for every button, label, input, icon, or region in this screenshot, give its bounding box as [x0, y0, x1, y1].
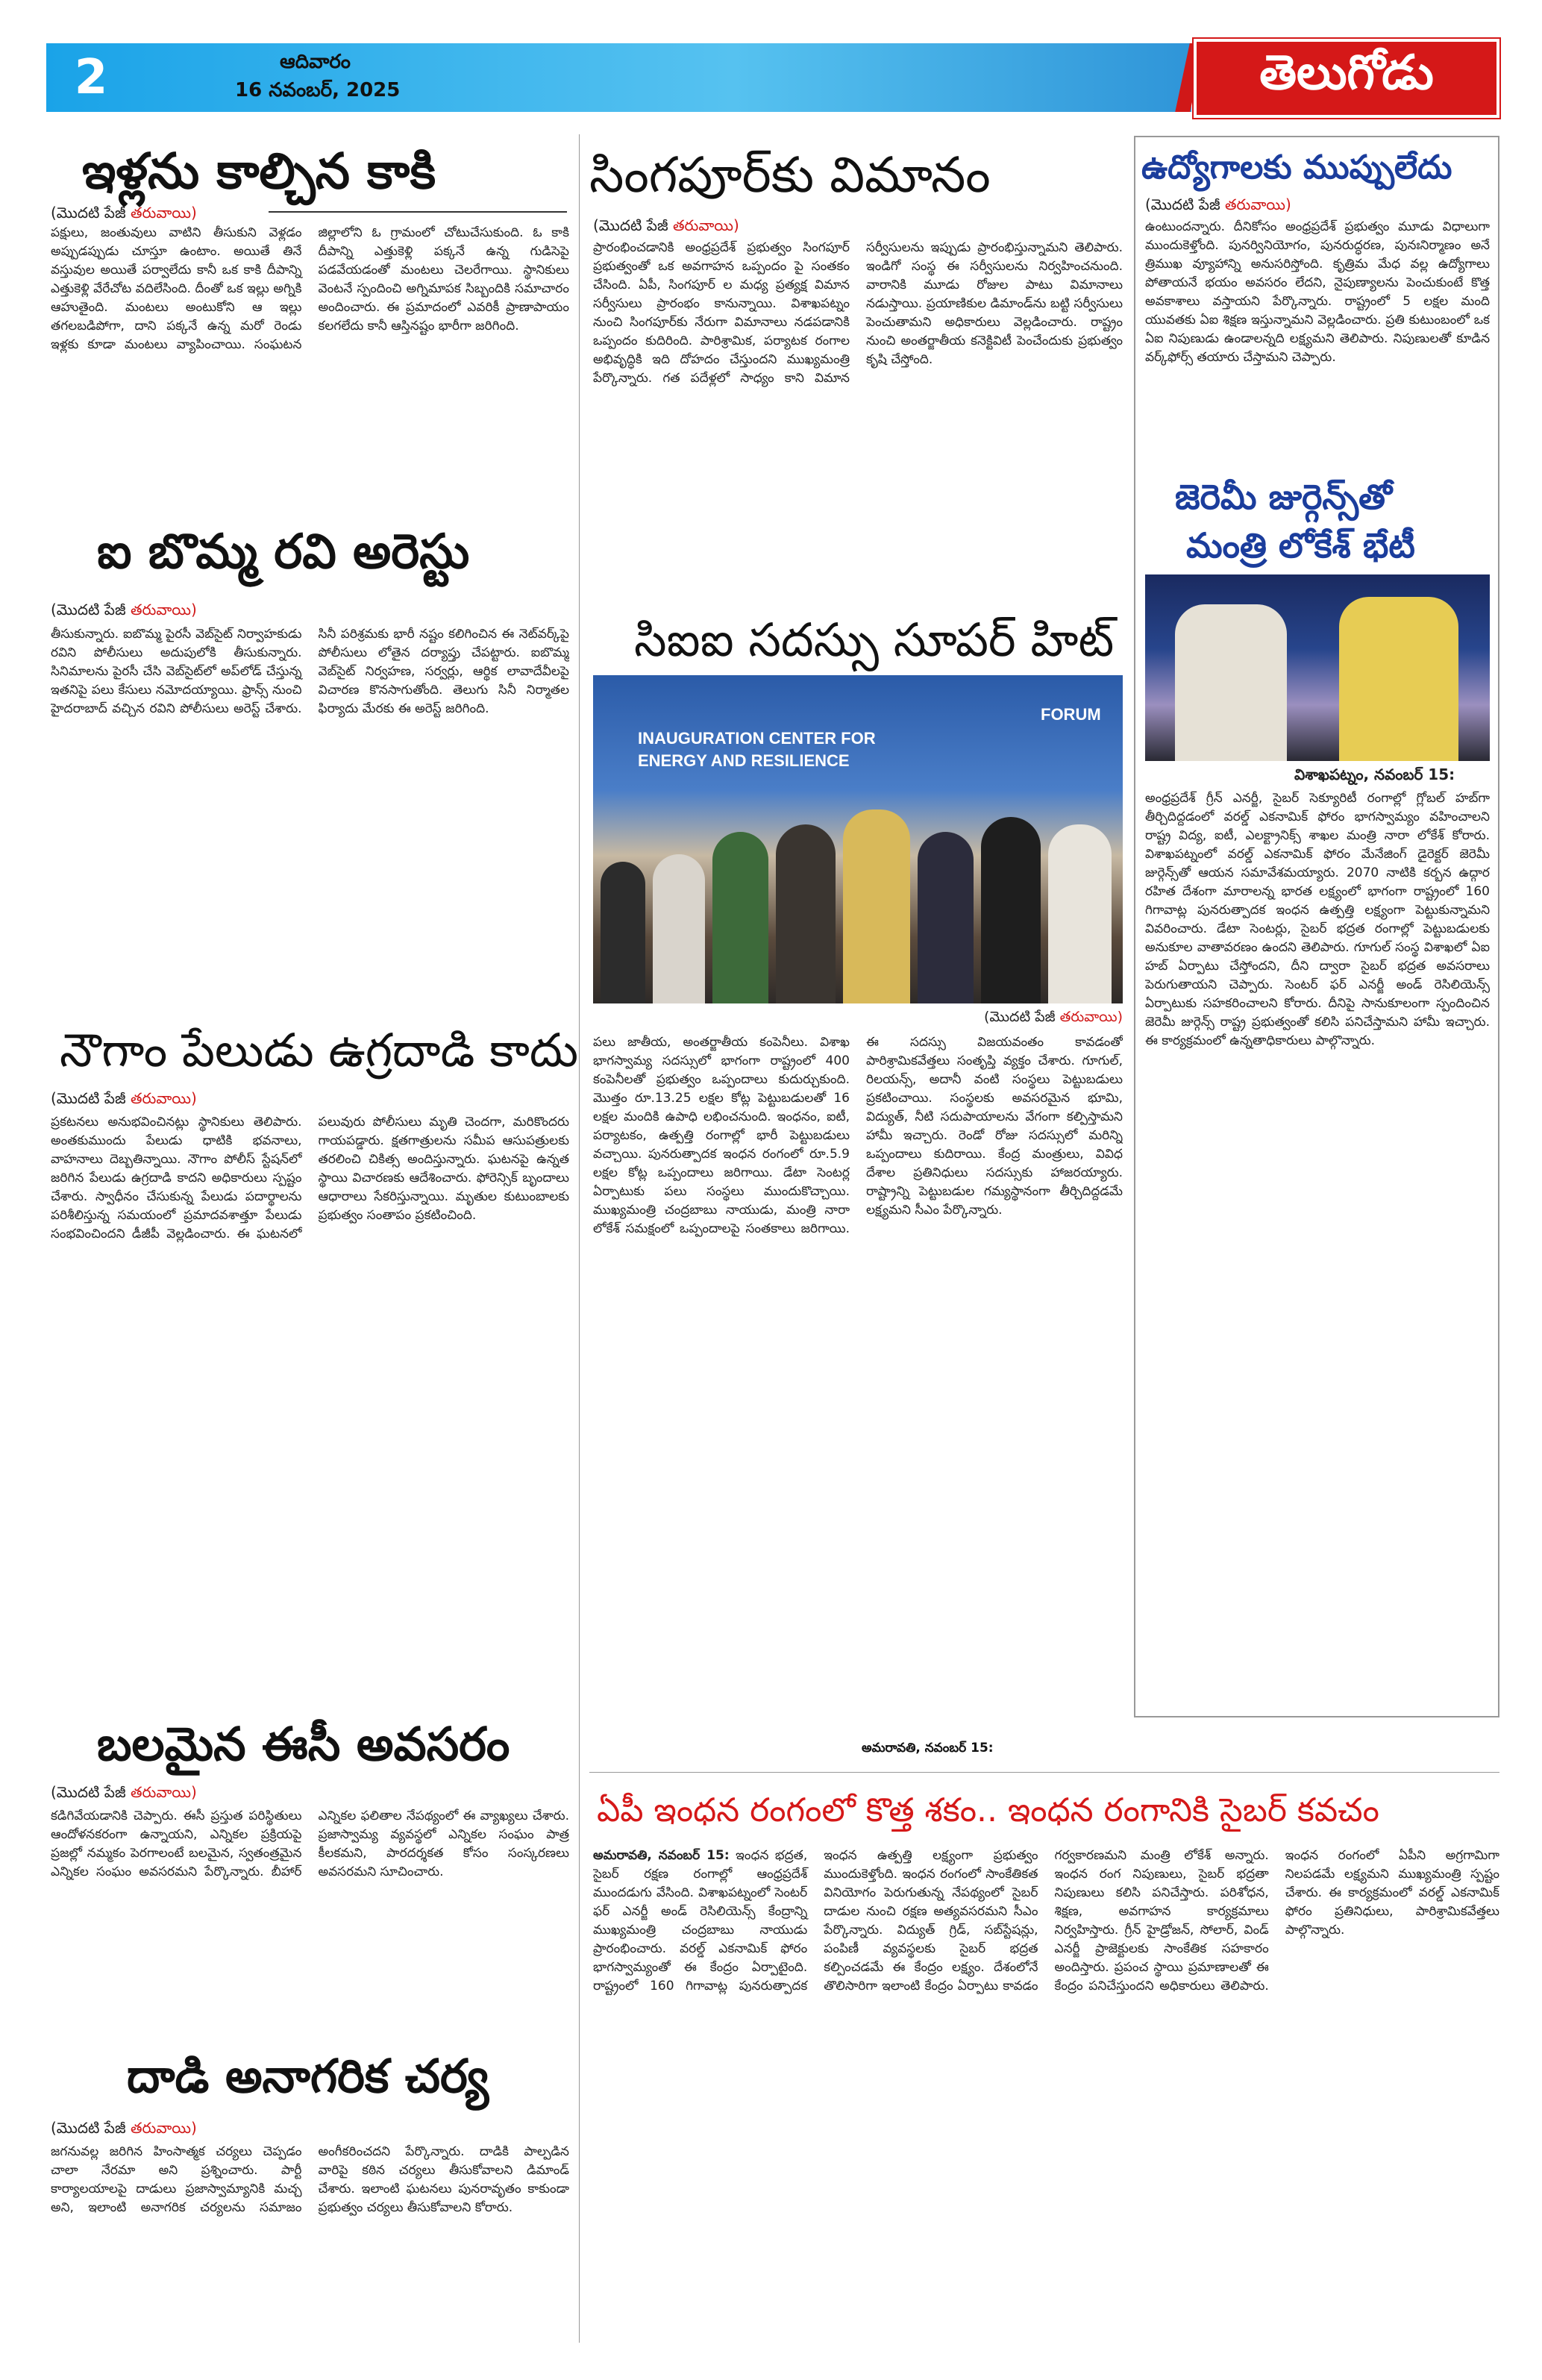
energy-headline: ఏపీ ఇంధన రంగంలో కొత్త శకం.. ఇంధన రంగానికి సైబర్ కవచం [597, 1791, 1379, 1829]
udyogalu-credit-prefix: (మొదటి పేజీ [1145, 195, 1220, 213]
ibomma-credit [51, 601, 197, 622]
cii-dateline: అమరావతి, నవంబర్ 15: [862, 1741, 994, 1756]
energy-top-rule [589, 1772, 1499, 1773]
singapore-body: ప్రారంభించడానికి అంధ్రప్రదేశ్ ప్రభుత్వం సింగపూర్ ప్రభుత్వంతో ఒక అవగాహన ఒప్పందం పై సంతకం చేసింది. ఏపీ, సింగపూర్ ల మధ్య ప్రత్యక్ష విమాన సర్వీసులు ప్రారంభం కానున్నాయి. విశాఖపట్నం నుంచి సింగపూర్‌కు నేరుగా విమానాలు నడపడానికి ఒప్పందం కుదిరింది. పారిశ్రామిక, పర్యాటక రంగాల అభివృద్ధికి ఇది దోహదం చేస్తుందని ముఖ్యమంత్రి పేర్కొన్నారు. గత పదేళ్లలో సాధ్యం కాని విమాన సర్వీసులను ఇప్పుడు ప్రారంభిస్తున్నామని తెలిపారు. ఇండిగో సంస్థ ఈ సర్వీసులను నిర్వహించనుంది. వారానికి మూడు రోజుల పాటు విమానాలు నడుస్తాయి. ప్రయాణికుల డిమాండ్‌ను బట్టి సర్వీసులు పెంచుతామని అధికారులు వెల్లడించారు. రాష్ట్రం నుంచి అంతర్జాతీయ కనెక్టివిటీ పెంచేందుకు ప్రభుత్వం కృషి చేస్తోంది. [593, 240, 1123, 386]
nogam-credit [51, 1089, 197, 1111]
ibomma-credit-prefix: (మొదటి పేజీ [51, 601, 126, 619]
photo-person [918, 832, 974, 1003]
singapore-headline: సింగపూర్‌కు విమానం [589, 146, 991, 204]
illanu-credit-prefix: (మొదటి పేజీ [51, 204, 126, 222]
masthead-band [46, 43, 1191, 112]
jeremy-photo [1145, 574, 1490, 761]
daadi-credit [51, 2119, 197, 2141]
illanu-rule [269, 211, 567, 213]
column-separator-1 [579, 134, 580, 2343]
cii-caption-prefix: (మొదటి పేజీ [983, 1009, 1056, 1025]
photo-person [712, 832, 768, 1003]
udyogalu-body: ఉంటుందన్నారు. దీనికోసం అంధ్రప్రదేశ్ ప్రభుత్వం మూడు విధాలుగా ముందుకెళ్తోంది. పునర్వినియోగం, పునరుద్ధరణ, పునఃనిర్మాణం అనే త్రిముఖ వ్యూహాన్ని అనుసరిస్తోంది. కృత్రిమ మేధ వల్ల ఉద్యోగాలు పోతాయనే భయం అవసరం లేదని, నైపుణ్యాలను పెంచుకుంటే కొత్త అవకాశాలు వస్తాయని పేర్కొన్నారు. రాష్ట్రంలో 5 లక్షల మంది యువతకు ఏఐ శిక్షణ ఇస్తున్నామని వెల్లడించారు. ప్రతి కుటుంబంలో ఒక ఏఐ నిపుణుడు ఉండాలన్నది లక్ష్యమని తెలిపారు. నిపుణులతో కూడిన వర్క్‌ఫోర్స్ తయారు చేస్తామని చెప్పారు. [1145, 219, 1490, 365]
udyogalu-credit [1145, 195, 1291, 217]
illanu-credit-source: తరువాయి) [131, 204, 197, 222]
energy-body [593, 1847, 1499, 2354]
photo-person [843, 809, 910, 1003]
nogam-headline: నౌగాం పేలుడు ఉగ్రదాడి కాదు [60, 1023, 579, 1077]
daadi-credit-source: తరువాయి) [131, 2119, 197, 2137]
daadi-body: జగనువల్ల జరిగిన హింసాత్మక చర్యలు చెప్పడం చాలా నేరమా అని ప్రశ్నించారు. పార్టీ కార్యాలయాలపై దాడులు ప్రజాస్వామ్యానికి మచ్చ అని, ఇలాంటి అనాగరిక చర్యలను సమాజం అంగీకరించదని పేర్కొన్నారు. దాడికి పాల్పడిన వారిపై కఠిన చర్యలు తీసుకోవాలని డిమాండ్ చేశారు. ఇలాంటి ఘటనలు పునరావృతం కాకుండా ప్రభుత్వం చర్యలు తీసుకోవాలని కోరారు. [51, 2144, 569, 2215]
cii-photo-banner-right: FORUM [1041, 705, 1101, 724]
udyogalu-headline: ఉద్యోగాలకు ముప్పులేదు [1141, 148, 1452, 187]
cii-body: పలు జాతీయ, అంతర్జాతీయ కంపెనీలు. విశాఖ భాగస్వామ్య సదస్సులో భాగంగా రాష్ట్రంలో 400 కంపెనీలతో ప్రభుత్వం ఒప్పందాలు కుదుర్చుకుంది. మొత్తం రూ.13.25 లక్షల కోట్ల పెట్టుబడులతో 16 లక్షల మందికి ఉపాధి లభించనుంది. ఇంధనం, ఐటీ, పర్యాటకం, ఉత్పత్తి రంగాల్లో భారీ పెట్టుబడులు వచ్చాయి. పునరుత్పాదక ఇంధన రంగంలో రూ.5.9 లక్షల కోట్ల ఒప్పందాలు జరిగాయి. డేటా సెంటర్ల ఏర్పాటుకు పలు సంస్థలు ముందుకొచ్చాయి. ముఖ్యమంత్రి చంద్రబాబు నాయుడు, మంత్రి నారా లోకేశ్ సమక్షంలో ఒప్పందాలపై సంతకాలు జరిగాయి. ఈ సదస్సు విజయవంతం కావడంతో పారిశ్రామికవేత్తలు సంతృప్తి వ్యక్తం చేశారు. గూగుల్, రిలయన్స్, అదానీ వంటి సంస్థలు పెట్టుబడులు ప్రకటించాయి. సంస్థలకు అవసరమైన భూమి, విద్యుత్, నీటి సదుపాయాలను వేగంగా కల్పిస్తామని హామీ ఇచ్చారు. రెండో రోజు సదస్సులో మరిన్ని ఒప్పందాలు కుదిరాయి. కేంద్ర మంత్రులు, వివిధ దేశాల ప్రతినిధులు సదస్సుకు హాజరయ్యారు. రాష్ట్రాన్ని పెట్టుబడుల గమ్యస్థానంగా తీర్చిదిద్దడమే లక్ష్యమని సీఎం పేర్కొన్నారు. [593, 1035, 1123, 1236]
illanu-credit [51, 204, 197, 225]
masthead-date-text: 16 నవంబర్, 2025 [235, 79, 401, 101]
balamaina-headline: బలమైన ఈసీ అవసరం [97, 1717, 510, 1771]
balamaina-credit-source: తరువాయి) [131, 1783, 197, 1801]
illanu-headline: ఇళ్లను కాల్చిన కాకి [82, 143, 436, 200]
photo-person [776, 824, 836, 1003]
photo-person [1175, 604, 1287, 761]
photo-person [981, 817, 1041, 1003]
photo-person [601, 862, 645, 1003]
photo-person [1339, 597, 1458, 761]
ibomma-credit-source: తరువాయి) [131, 601, 197, 619]
masthead-date [235, 48, 400, 104]
photo-person [1048, 824, 1112, 1003]
nogam-credit-prefix: (మొదటి పేజీ [51, 1089, 126, 1107]
cii-photo-caption [593, 1009, 1123, 1029]
energy-text: ఇంధన భద్రత, సైబర్ రక్షణ రంగాల్లో ఆంధ్రప్రదేశ్ ముందడుగు వేసింది. విశాఖపట్నంలో సెంటర్ ఫర్ ఎనర్జీ అండ్ రెసిలియెన్స్ కేంద్రాన్ని ముఖ్యమంత్రి చంద్రబాబు నాయుడు ప్రారంభించారు. వరల్డ్ ఎకనామిక్ ఫోరం భాగస్వామ్యంతో ఈ కేంద్రం ఏర్పాటైంది. రాష్ట్రంలో 160 గిగావాట్ల పునరుత్పాదక ఇంధన ఉత్పత్తి లక్ష్యంగా ప్రభుత్వం ముందుకెళ్తోంది. ఇంధన రంగంలో సాంకేతికత వినియోగం పెరుగుతున్న నేపథ్యంలో సైబర్ దాడుల నుంచి రక్షణ అత్యవసరమని సీఎం పేర్కొన్నారు. విద్యుత్ గ్రిడ్, సబ్‌స్టేషన్లు, పంపిణీ వ్యవస్థలకు సైబర్ భద్రత కల్పించడమే ఈ కేంద్రం లక్ష్యం. దేశంలోనే తొలిసారిగా ఇలాంటి కేంద్రం ఏర్పాటు కావడం గర్వకారణమని మంత్రి లోకేశ్ అన్నారు. ఇంధన రంగ నిపుణులు, సైబర్ భద్రతా నిపుణులు కలిసి పనిచేస్తారు. పరిశోధన, శిక్షణ, అవగాహన కార్యక్రమాలు నిర్వహిస్తారు. గ్రీన్ హైడ్రోజన్, సోలార్, విండ్ ఎనర్జీ ప్రాజెక్టులకు సాంకేతిక సహకారం అందిస్తారు. ప్రపంచ స్థాయి ప్రమాణాలతో ఈ కేంద్రం పనిచేస్తుందని అధికారులు తెలిపారు. ఇంధన రంగంలో ఏపీని అగ్రగామిగా నిలపడమే లక్ష్యమని ముఖ్యమంత్రి స్పష్టం చేశారు. ఈ కార్యక్రమంలో వరల్డ్ ఎకనామిక్ ఫోరం ప్రతినిధులు, పారిశ్రామికవేత్తలు పాల్గొన్నారు. [593, 1848, 1499, 1994]
singapore-credit-prefix: (మొదటి పేజీ [593, 216, 668, 234]
jeremy-photo-caption: విశాఖపట్నం, నవంబర్ 15: [1294, 765, 1455, 783]
illanu-body: పక్షులు, జంతువులు వాటిని తీసుకుని వెళ్లడం అప్పుడప్పుడు చూస్తూ ఉంటాం. అయితే తినే వస్తువుల అయితే పర్వాలేదు కానీ ఒక కాకి దీపాన్ని ఎత్తుకెళ్లి వేరేచోట వదిలేసింది. దీంతో ఒక ఇల్లు అగ్నికి ఆహుతైంది. మంటలు అంటుకోని ఆ ఇల్లు తగలబడిపోగా, దాని పక్కనే ఉన్న మరో రెండు ఇళ్లకు కూడా మంటలు వ్యాపించాయి. సంఘటన జిల్లాలోని ఓ గ్రామంలో చోటుచేసుకుంది. ఓ కాకి దీపాన్ని ఎత్తుకెళ్లి పక్కనే ఉన్న గుడిసెపై పడవేయడంతో మంటలు చెలరేగాయి. స్థానికులు వెంటనే స్పందించి అగ్నిమాపక సిబ్బందికి సమాచారం అందించారు. ఈ ప్రమాదంలో ఎవరికీ ప్రాణాపాయం కలగలేదు కానీ ఆస్తినష్టం భారీగా జరిగింది. [51, 225, 569, 352]
ibomma-body: తీసుకున్నారు. ఐబొమ్మ పైరసీ వెబ్‌సైట్ నిర్వాహకుడు రవిని పోలీసులు అదుపులోకి తీసుకున్నారు. సినిమాలను పైరసీ చేసి వెబ్‌సైట్‌లో అప్‌లోడ్ చేస్తున్న ఇతనిపై పలు కేసులు నమోదయ్యాయి. ఫ్రాన్స్ నుంచి హైదరాబాద్ వచ్చిన రవిని పోలీసులు అరెస్ట్ చేశారు. సినీ పరిశ్రమకు భారీ నష్టం కలిగించిన ఈ నెట్‌వర్క్‌పై పోలీసులు లోతైన దర్యాప్తు చేపట్టారు. ఐబొమ్మ వెబ్‌సైట్ నిర్వహణ, సర్వర్లు, ఆర్థిక లావాదేవీలపై విచారణ కొనసాగుతోంది. తెలుగు సినీ నిర్మాతల ఫిర్యాదు మేరకు ఈ అరెస్ట్ జరిగింది. [51, 627, 569, 716]
daadi-headline: దాడి అనాగరిక చర్య [127, 2049, 489, 2103]
singapore-credit-source: తరువాయి) [673, 216, 739, 234]
balamaina-body: కడిగివేయడానికి చెప్పారు. ఈసీ ప్రస్తుత పరిస్థితులు ఆందోళనకరంగా ఉన్నాయని, ఎన్నికల ప్రక్రియపై ప్రజల్లో నమ్మకం పెరగాలంటే బలమైన, స్వతంత్రమైన ఎన్నికల సంఘం అవసరమని పేర్కొన్నారు. బీహార్ ఎన్నికల ఫలితాల నేపథ్యంలో ఈ వ్యాఖ్యలు చేశారు. ప్రజాస్వామ్య వ్యవస్థలో ఎన్నికల సంఘం పాత్ర కీలకమని, పారదర్శకత కోసం సంస్కరణలు అవసరమని సూచించారు. [51, 1809, 569, 1879]
page-number: 2 [74, 50, 108, 105]
nogam-credit-source: తరువాయి) [131, 1089, 197, 1107]
jeremy-headline-line2: మంత్రి లోకేశ్ భేటీ [1186, 525, 1415, 566]
photo-person [653, 854, 705, 1003]
cii-photo-banner: INAUGURATION CENTER FOR ENERGY AND RESILIENCE [638, 729, 876, 770]
singapore-credit [593, 216, 739, 238]
jeremy-body: అంధ్రప్రదేశ్ గ్రీన్ ఎనర్జీ, సైబర్ సెక్యూరిటీ రంగాల్లో గ్లోబల్ హబ్‌గా తీర్చిదిద్దడంలో వరల్డ్ ఎకనామిక్ ఫోరం భాగస్వామ్యం వహించాలని రాష్ట్ర విద్య, ఐటీ, ఎలక్ట్రానిక్స్ శాఖల మంత్రి నారా లోకేశ్ కోరారు. విశాఖపట్నంలో వరల్డ్ ఎకనామిక్ ఫోరం మేనేజింగ్ డైరెక్టర్ జెరెమీ జుర్గెన్స్‌తో ఆయన సమావేశమయ్యారు. 2070 నాటికి కర్బన ఉద్గార రహిత దేశంగా మారాలన్న భారత లక్ష్యంలో భాగంగా రాష్ట్రంలో 160 గిగావాట్ల పునరుత్పాదక ఇంధన ఉత్పత్తి లక్ష్యంగా పెట్టుకున్నామని వివరించారు. డేటా సెంటర్లు, సైబర్ భద్రత రంగాల్లో పెట్టుబడులకు అనుకూల వాతావరణం ఉందని తెలిపారు. గూగుల్ సంస్థ విశాఖలో ఏఐ హబ్ ఏర్పాటు చేస్తోందని, దీని ద్వారా సైబర్ భద్రత అవసరాలు పెరుగుతాయని చెప్పారు. సెంటర్ ఫర్ ఎనర్జీ అండ్ రెసిలియెన్స్ ఏర్పాటుకు సహకరించాలని కోరారు. దీనిపై సానుకూలంగా స్పందించిన జెరెమీ జుర్గెన్స్ రాష్ట్ర ప్రభుత్వంతో కలిసి పనిచేస్తామని హామీ ఇచ్చారు. ఈ కార్యక్రమంలో ఉన్నతాధికారులు పాల్గొన్నారు. [1145, 791, 1490, 1048]
balamaina-credit-prefix: (మొదటి పేజీ [51, 1783, 126, 1801]
newspaper-logo: తెలుగోడు [1194, 39, 1499, 118]
daadi-credit-prefix: (మొదటి పేజీ [51, 2119, 126, 2137]
cii-caption-source: తరువాయి) [1059, 1009, 1123, 1025]
jeremy-headline-line1: జెరెమీ జుర్గెన్స్‌తో [1175, 477, 1393, 517]
ibomma-headline: ఐ బొమ్మ రవి అరెస్టు [97, 524, 470, 580]
nogam-body: ప్రకటనలు అనుభవించినట్లు స్థానికులు తెలిపారు. అంతకుముందు పేలుడు ధాటికి భవనాలు, వాహనాలు దెబ్బతిన్నాయి. నౌగాం పోలీస్ స్టేషన్‌లో జరిగిన పేలుడు ఉగ్రదాడి కాదని అధికారులు స్పష్టం చేశారు. స్వాధీనం చేసుకున్న పేలుడు పదార్థాలను పరిశీలిస్తున్న సమయంలో ప్రమాదవశాత్తూ పేలుడు సంభవించిందని డీజీపీ వెల్లడించారు. ఈ ఘటనలో పలువురు పోలీసులు మృతి చెందగా, మరికొందరు గాయపడ్డారు. క్షతగాత్రులను సమీప ఆసుపత్రులకు తరలించి చికిత్స అందిస్తున్నారు. ఘటనపై ఉన్నత స్థాయి విచారణకు ఆదేశించారు. ఫోరెన్సిక్ బృందాలు ఆధారాలు సేకరిస్తున్నాయి. మృతుల కుటుంబాలకు ప్రభుత్వం సంతాపం ప్రకటించింది. [51, 1115, 569, 1241]
balamaina-credit [51, 1783, 197, 1805]
udyogalu-credit-source: తరువాయి) [1225, 195, 1291, 213]
energy-dateline: అమరావతి, నవంబర్ 15: [593, 1848, 730, 1863]
masthead-day: ఆదివారం [280, 51, 351, 73]
cii-photo [593, 675, 1123, 1003]
cii-headline: సిఐఐ సదస్సు సూపర్ హిట్ [634, 613, 1115, 667]
